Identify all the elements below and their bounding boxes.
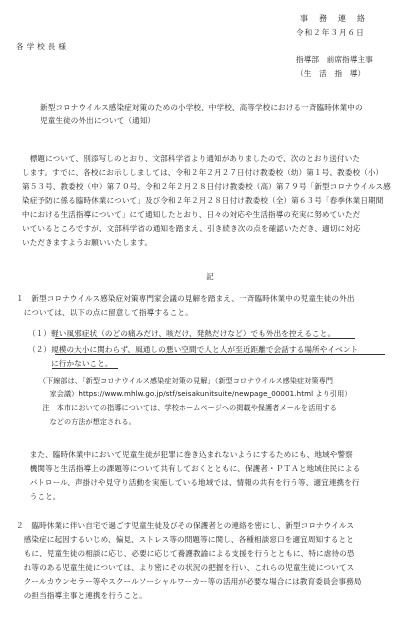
intro-line: 第５３号、教委校（中）第７０号、令和２年２月２８日付け教委校（高）第７９号「新型コロナウイルス感 [22, 182, 391, 191]
office-label: 事 務 連 絡 [300, 14, 367, 23]
doc-title-line-1: 新型コロナウイルス感染症対策のための小学校、中学校、高等学校における一斉臨時休業中の [40, 103, 363, 112]
issue-date: 令和２年３月６日 [296, 28, 365, 37]
intro-line: 標題について、別添写しのとおり、文部科学省より通知がありましたので、次のとおり送付いた [22, 154, 361, 163]
section-2-line: の担当指導主事と連携を行うこと。 [16, 591, 147, 600]
intro-line: します。すでに、各校にお示ししましては、令和２年２月２７日付け教委校（幼）第１号、教委校（小） [22, 168, 384, 177]
section-1-para: 機関等と生活指導上の課題等について共有しておくとともに、保護者・ＰＴＡと地域住民による [22, 464, 361, 473]
section-2-line: クールカウンセラー等やスクールソーシャルワーカー等の活用が必要な場合には教育委員会事務局 [16, 577, 362, 586]
section-1-item-1: （１）軽い風邪症状（のどの痛みだけ、咳だけ、発熱だけなど）でも外出を控えること。 [28, 329, 336, 338]
note: などの方法が想定される。 [28, 417, 136, 426]
underline [52, 368, 118, 369]
section-1-line: １ 新型コロナウイルス感染症対策専門家会議の見解を踏まえ、一斉臨時休業中の児童生徒の外出 [16, 294, 355, 303]
section-2-line: ２ 臨時休業に伴い自宅で過ごす児童生徒及びその保護者との連絡を密にし、新型コロナウイルス [16, 521, 355, 530]
section-1-item-2: に行かないこと。 [28, 359, 113, 368]
section-2-line: 感染症に起因するいじめ、偏見、ストレス等の問題等に関し、各種相談窓口を適宜周知するとと [16, 535, 354, 544]
underline [55, 354, 385, 355]
section-2-line: もに、児童生徒の相談に応じ、必要に応じて養護教諭による支援を行うとともに、特に虐待の恐 [16, 549, 355, 558]
intro-line: 染症予防に係る臨時休業について」及び令和２年２月２８日付け教委校（全）第６３号「春季休業日期間 [22, 196, 384, 205]
section-1-para: また、臨時休業中において児童生徒が犯罪に巻き込まれないようにするためにも、地域や警察 [22, 450, 353, 459]
sender: 指導部 前席指導主事 [296, 55, 373, 64]
note: 注 本市においての指導については、学校ホームページへの掲載や保護者メールを活用する [28, 403, 337, 412]
intro-line: 中における生活指導について」にて通知したとおり、日々の対応や生活指導の充実に努めていただ [22, 210, 361, 219]
section-2-line: れ等のある児童生徒については、より密にその状況の把握を行い、これらの児童生徒についてス [16, 563, 355, 572]
recipient: 各学校長様 [16, 42, 69, 51]
ki-heading: 記 [206, 272, 214, 281]
intro-line: いているところですが、文部科学省の通知を踏まえ、引き続き次の点を確認いただき、適切に対応 [22, 224, 361, 233]
source-note: 家会議）https://www.mhlw.go.jp/stf/seisakunitsuite/newpage_00001.html より引用） [28, 389, 352, 398]
doc-title-line-2: 児童生徒の外出について（通知） [40, 116, 156, 125]
intro-line: いただきますようお願いいたします。 [22, 238, 153, 247]
section-1-item-2: （２）規模の大小に関わらず、風通しの悪い空間で人と人が至近距離で会話する場所やイベント [28, 345, 359, 354]
underline [55, 338, 355, 339]
section-1-line: については、以下の点に留意して指導すること。 [16, 308, 193, 317]
sender-note: （生 活 指 導） [296, 69, 366, 78]
section-1-para: うこと。 [22, 492, 61, 501]
source-note: （下線部は、「新型コロナウイルス感染症対策の見解」（新型コロナウイルス感染症対策専門 [28, 376, 334, 385]
section-1-para: パトロール、声掛けや見守り活動を実施している地域では、情報の共有を行う等、適宜連携を行 [22, 478, 360, 487]
